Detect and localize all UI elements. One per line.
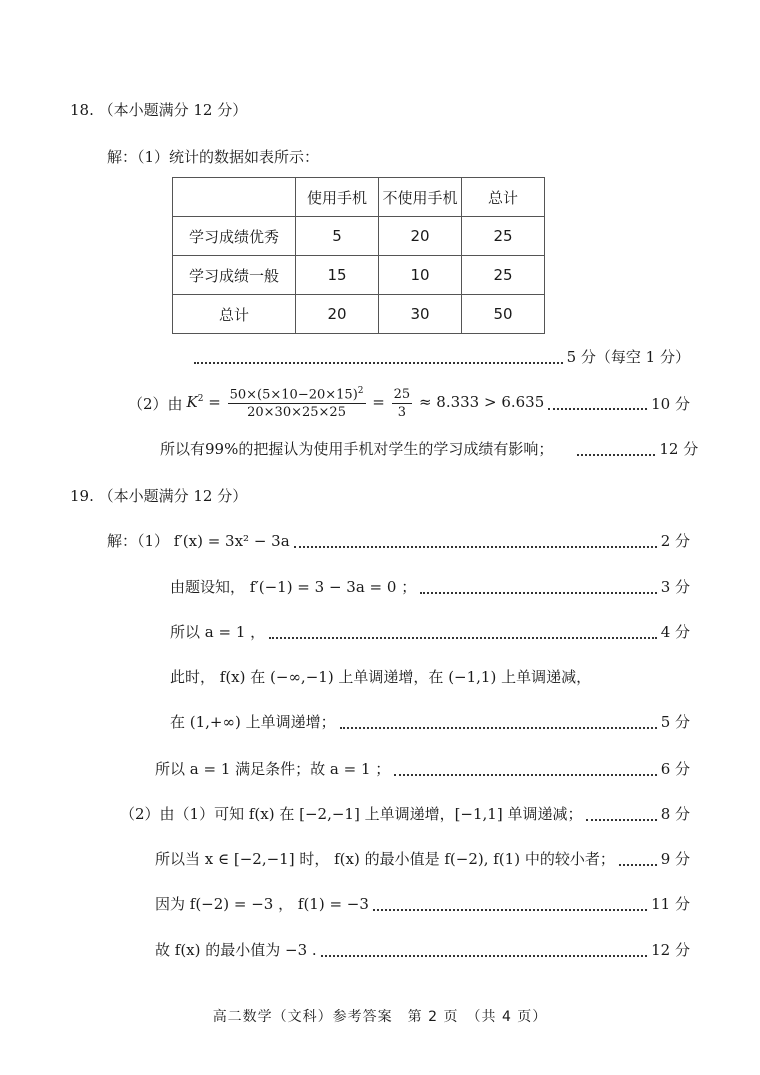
score-label: 12 分 — [651, 941, 690, 959]
solution-text: 故 f(x) 的最小值为 −3 . — [155, 941, 317, 959]
q19-line — [170, 666, 591, 687]
dot-leader — [394, 770, 656, 776]
dot-leader — [194, 358, 563, 364]
score-label: 10 分 — [651, 394, 690, 413]
score-label: 5 分（每空 1 分） — [566, 348, 690, 366]
score-label: 5 分 — [660, 713, 690, 731]
dot-leader — [294, 542, 657, 548]
solution-text: 所以 a = 1 ， — [170, 623, 266, 641]
table-cell: 15 — [296, 256, 379, 295]
score-label: 6 分 — [660, 760, 690, 778]
solution-text: 因为 f(−2) = −3 ， f(1) = −3 — [155, 895, 369, 913]
score-label: 2 分 — [660, 532, 690, 550]
q19-line — [170, 576, 690, 597]
q19-heading: 19. （本小题满分 12 分） — [70, 487, 248, 505]
table-header-cell: 总计 — [462, 178, 545, 217]
fraction-numerator: 25 — [393, 386, 411, 402]
q19-line — [120, 803, 690, 824]
q19-line — [155, 758, 690, 779]
conclusion-line — [160, 438, 699, 459]
fraction-denominator: 3 — [397, 404, 407, 420]
q18-heading: 18. （本小题满分 12 分） — [70, 101, 248, 119]
stats-table — [172, 177, 545, 334]
dot-leader — [321, 951, 647, 957]
table-cell: 20 — [296, 295, 379, 334]
table-cell: 学习成绩一般 — [173, 256, 296, 295]
table-cell: 学习成绩优秀 — [173, 217, 296, 256]
conclusion-text: 所以有99%的把握认为使用手机对学生的学习成绩有影响； — [160, 440, 554, 458]
table-cell: 30 — [379, 295, 462, 334]
q19-line — [155, 939, 690, 960]
q19-line — [170, 621, 690, 642]
k2-comparison: ≈ 8.333 > 6.635 — [418, 393, 545, 412]
dot-leader — [586, 815, 656, 821]
q19-line — [107, 530, 690, 551]
table-cell: 10 — [379, 256, 462, 295]
table-row — [173, 217, 545, 256]
dot-leader — [373, 905, 647, 911]
dot-leader — [269, 633, 657, 639]
solution-text: （2）由（1）可知 f(x) 在 [−2,−1] 上单调递增，[−1,1] 单调递减； — [120, 805, 583, 823]
table-cell: 25 — [462, 256, 545, 295]
k2-formula-line — [128, 386, 690, 420]
dot-leader — [420, 588, 656, 594]
dot-leader — [548, 404, 647, 410]
table-header-cell — [173, 178, 296, 217]
score-label: 9 分 — [660, 850, 690, 868]
part2-prefix: （2）由 — [128, 394, 183, 413]
table-row — [173, 256, 545, 295]
page-footer: 高二数学（文科）参考答案 第 2 页 （共 4 页） — [212, 1009, 548, 1025]
k2-formula: $K^2$ = $\frac{50\times(5\times 10-20\times 15)^2}{20\times 30\times 25\times 25}$ = $\frac{25}{3}$ ≈ 8.333 > 6.635 — [186, 386, 545, 421]
dot-leader — [340, 723, 657, 729]
table-row — [173, 295, 545, 334]
table-header-row — [173, 178, 545, 217]
table-cell: 50 — [462, 295, 545, 334]
k-symbol: K — [186, 393, 198, 412]
dot-leader — [577, 450, 655, 456]
score-label: 3 分 — [660, 578, 690, 596]
solution-text: 所以当 x ∈ [−2,−1] 时， f(x) 的最小值是 f(−2), f(1) 中的较小者； — [155, 850, 615, 868]
dot-leader — [619, 860, 657, 866]
q19-line — [155, 893, 690, 914]
q18-part1-intro: 解：（1）统计的数据如表所示： — [107, 148, 320, 166]
fraction-denominator: 20×30×25×25 — [247, 405, 346, 421]
q19-line — [155, 848, 690, 869]
fraction-main: $\frac{50\times(5\times 10-20\times 15)^2}{20\times 30\times 25\times 25}$ — [229, 386, 364, 421]
table-cell: 20 — [379, 217, 462, 256]
solution-text: 解：（1） f′(x) = 3x² − 3a — [107, 532, 290, 550]
table-header-cell: 不使用手机 — [379, 178, 462, 217]
fraction-result — [392, 387, 413, 420]
solution-text: 所以 a = 1 满足条件；故 a = 1 ； — [155, 760, 391, 778]
score-label: 11 分 — [651, 895, 690, 913]
score-label: 12 分 — [659, 440, 699, 458]
solution-text: 此时， f(x) 在 (−∞,−1) 上单调递增，在 (−1,1) 上单调递减， — [170, 668, 592, 686]
table-cell: 总计 — [173, 295, 296, 334]
solution-text: 由题设知， f′(−1) = 3 − 3a = 0 ； — [170, 578, 417, 596]
q19-line — [170, 711, 690, 732]
score-label: 4 分 — [660, 623, 690, 641]
solution-text: 在 (1,+∞) 上单调递增； — [170, 713, 336, 731]
score-label: 8 分 — [660, 805, 690, 823]
fraction-numerator: 50×(5×10−20×15) — [229, 387, 358, 403]
table-header-cell: 使用手机 — [296, 178, 379, 217]
table-cell: 5 — [296, 217, 379, 256]
table-score-line — [190, 346, 690, 367]
table-cell: 25 — [462, 217, 545, 256]
